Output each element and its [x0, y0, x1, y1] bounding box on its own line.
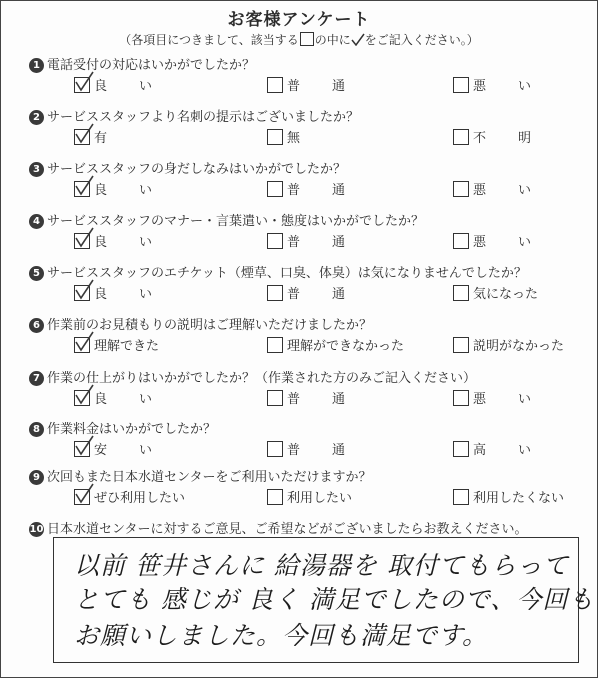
question-heading [29, 518, 527, 537]
question-heading [29, 418, 216, 437]
question-number: 5 [29, 266, 44, 281]
answer-option[interactable] [267, 231, 377, 250]
checkbox[interactable] [267, 129, 283, 145]
checked-checkbox[interactable] [74, 489, 90, 505]
option-label: 説明がなかった [473, 339, 565, 354]
checkmark-icon [73, 122, 95, 148]
checkbox[interactable] [267, 77, 283, 93]
checkmark-icon [73, 226, 95, 252]
question-number: 8 [29, 422, 44, 437]
checkbox[interactable] [453, 489, 469, 505]
option-label: 普通 [287, 287, 378, 302]
answer-option[interactable] [74, 75, 184, 94]
option-label: ぜひ利用したい [94, 491, 186, 506]
question-number: 1 [29, 58, 44, 73]
answer-option[interactable] [267, 179, 377, 198]
answer-option[interactable] [453, 231, 563, 250]
option-label: 悪い [473, 392, 564, 407]
checkmark-icon [73, 70, 95, 96]
answer-option[interactable] [267, 75, 377, 94]
option-label: 普通 [287, 235, 378, 250]
question-number: 2 [29, 110, 44, 125]
checkbox[interactable] [267, 233, 283, 249]
question-4 [1, 210, 599, 262]
question-2 [1, 106, 599, 158]
checkmark-icon [73, 278, 95, 304]
checked-checkbox[interactable] [74, 129, 90, 145]
answer-option[interactable] [453, 439, 563, 458]
checkmark-icon [73, 330, 95, 356]
question-heading [29, 367, 476, 386]
option-label: 理解ができなかった [287, 339, 405, 354]
option-label: 良い [94, 235, 185, 250]
checkbox-sample-icon [300, 32, 314, 46]
checkbox[interactable] [453, 181, 469, 197]
question-7 [1, 367, 599, 419]
checkbox[interactable] [453, 441, 469, 457]
checkbox[interactable] [453, 129, 469, 145]
checkmark-icon [73, 434, 95, 460]
answer-option[interactable] [74, 283, 184, 302]
checked-checkbox[interactable] [74, 285, 90, 301]
instruction-text: （各項目につきまして、該当する の中に をご記入ください。） [119, 33, 479, 47]
answer-option[interactable] [267, 388, 377, 407]
question-text: サービススタッフのエチケット（煙草、口臭、体臭）は気になりませんでしたか？ [47, 266, 527, 281]
question-text: サービススタッフのマナー・言葉遣い・態度はいかがでしたか？ [47, 214, 425, 229]
answer-option[interactable] [453, 283, 538, 302]
question-5 [1, 262, 599, 314]
option-label: 気になった [473, 287, 539, 302]
option-label: 良い [94, 287, 185, 302]
answer-option[interactable] [267, 487, 352, 506]
question-heading [29, 54, 255, 73]
checkbox[interactable] [267, 489, 283, 505]
question-number: 9 [29, 470, 44, 485]
answer-option[interactable] [74, 439, 184, 458]
option-label: 普通 [287, 183, 378, 198]
answer-option[interactable] [74, 231, 184, 250]
checkbox[interactable] [453, 390, 469, 406]
question-3 [1, 158, 599, 210]
checkmark-icon [73, 482, 95, 508]
answer-option[interactable] [267, 283, 377, 302]
option-label: 悪い [473, 183, 564, 198]
question-1 [1, 54, 599, 106]
question-8 [1, 418, 599, 470]
option-label: 普通 [287, 79, 378, 94]
question-number: 7 [29, 371, 44, 386]
question-number: 10 [29, 524, 44, 535]
answer-option[interactable] [74, 127, 107, 146]
checkbox[interactable] [453, 285, 469, 301]
option-label: 理解できた [94, 339, 160, 354]
checkbox[interactable] [267, 337, 283, 353]
question-number: 6 [29, 318, 44, 333]
answer-option[interactable] [453, 75, 563, 94]
question-text: サービススタッフの身だしなみはいかがでしたか？ [47, 162, 347, 177]
question-text: 作業前のお見積もりの説明はご理解いただけましたか？ [47, 318, 373, 333]
option-label: 良い [94, 79, 185, 94]
answer-option[interactable] [453, 335, 564, 354]
answer-option[interactable] [453, 388, 563, 407]
question-text: サービススタッフより名刺の提示はございましたか？ [47, 110, 360, 125]
option-label: 安い [94, 443, 185, 458]
checkmark-sample-icon [351, 33, 365, 45]
answer-option[interactable] [74, 335, 159, 354]
option-label: 悪い [473, 235, 564, 250]
answer-option[interactable] [453, 179, 563, 198]
question-text: 日本水道センターに対するご意見、ご希望などがございましたらお教えください。 [47, 522, 528, 537]
answer-option[interactable] [74, 388, 184, 407]
checked-checkbox[interactable] [74, 390, 90, 406]
answer-option[interactable] [74, 179, 184, 198]
handwritten-line: とても 感じが 良く 満足でしたので、今回も [74, 585, 595, 614]
option-label: 悪い [473, 79, 564, 94]
page-title: お客様アンケート [227, 10, 371, 30]
option-label: 利用したい [287, 491, 353, 506]
checked-checkbox[interactable] [74, 441, 90, 457]
comment-answer-box[interactable] [53, 537, 595, 663]
checkmark-icon [73, 383, 95, 409]
handwritten-line: お願いしました。今回も満足です。 [74, 621, 489, 650]
question-text: 作業の仕上がりはいかがでしたか？（作業された方のみご記入ください） [47, 371, 477, 386]
question-heading [29, 262, 527, 281]
answer-option[interactable] [74, 487, 185, 506]
checked-checkbox[interactable] [74, 233, 90, 249]
option-label: 不明 [473, 131, 564, 146]
option-label: 高い [473, 443, 564, 458]
question-number: 4 [29, 214, 44, 229]
question-number: 3 [29, 162, 44, 177]
option-label: 無 [287, 131, 301, 146]
checkmark-icon [73, 174, 95, 200]
question-6 [1, 314, 599, 366]
checkbox[interactable] [453, 233, 469, 249]
checked-checkbox[interactable] [74, 337, 90, 353]
answer-option[interactable] [453, 127, 563, 146]
checkbox[interactable] [267, 441, 283, 457]
checked-checkbox[interactable] [74, 181, 90, 197]
checkbox[interactable] [267, 390, 283, 406]
question-9 [1, 466, 599, 518]
answer-option[interactable] [453, 487, 564, 506]
checkbox[interactable] [267, 285, 283, 301]
option-label: 良い [94, 183, 185, 198]
option-label: 普通 [287, 443, 378, 458]
answer-option[interactable] [267, 335, 404, 354]
checkbox[interactable] [453, 77, 469, 93]
answer-option[interactable] [267, 127, 300, 146]
answer-option[interactable] [267, 439, 377, 458]
question-text: 電話受付の対応はいかがでしたか？ [47, 58, 256, 73]
question-text: 次回もまた日本水道センターをご利用いただけますか？ [47, 470, 372, 485]
checkbox[interactable] [267, 181, 283, 197]
option-label: 普通 [287, 392, 378, 407]
option-label: 良い [94, 392, 185, 407]
question-text: 作業料金はいかがでしたか？ [47, 422, 217, 437]
option-label: 利用したくない [473, 491, 565, 506]
checked-checkbox[interactable] [74, 77, 90, 93]
handwritten-line: 以前 笹井さんに 給湯器を 取付てもらって [74, 551, 569, 580]
checkbox[interactable] [453, 337, 469, 353]
option-label: 有 [94, 131, 108, 146]
